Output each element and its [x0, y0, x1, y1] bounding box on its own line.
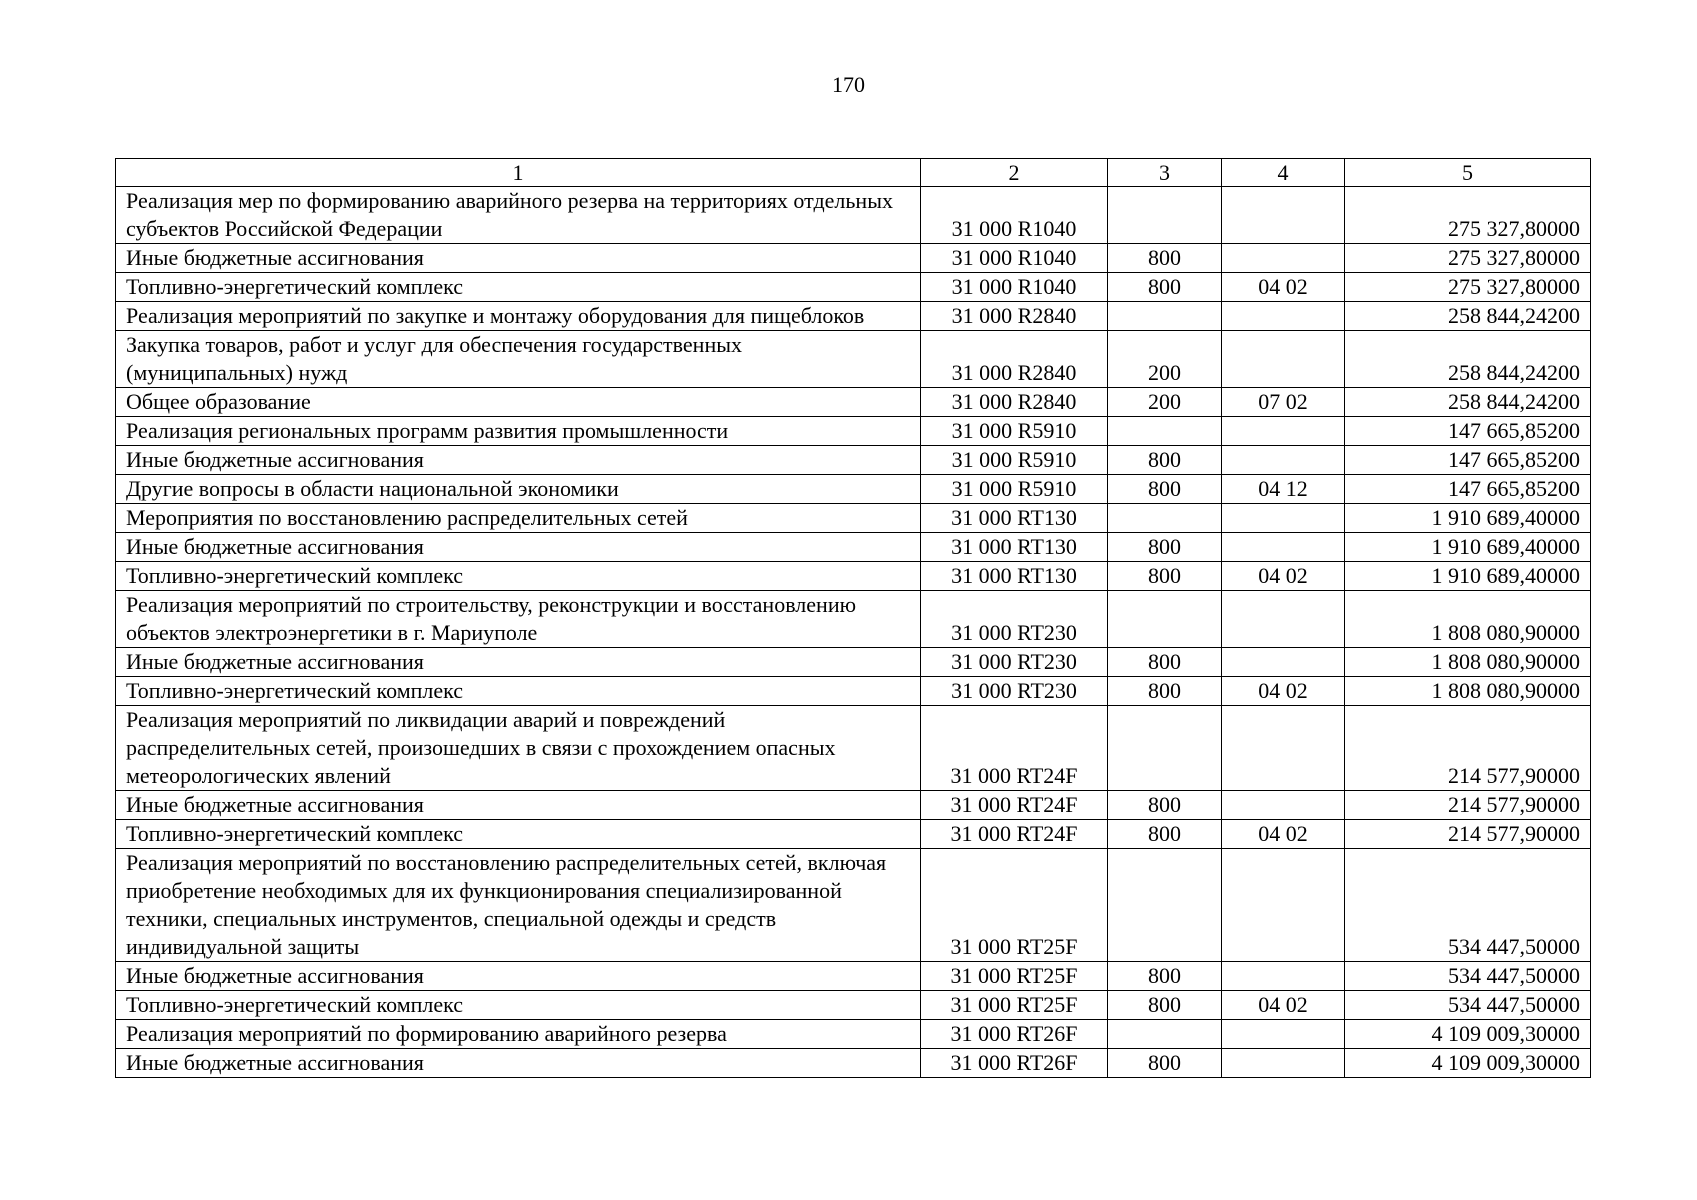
table-row	[116, 962, 1591, 991]
row-type-cell	[1108, 417, 1222, 446]
row-section-cell	[1222, 791, 1345, 820]
table-row	[116, 533, 1591, 562]
row-type-cell	[1108, 849, 1222, 962]
row-section-cell	[1222, 849, 1345, 962]
row-name-cell: Топливно-энергетический комплекс	[116, 677, 921, 706]
table-row	[116, 302, 1591, 331]
row-type-cell: 800	[1108, 648, 1222, 677]
row-name-cell: Реализация мероприятий по ликвидации аварий и повреждений распределительных сетей, произошедших в связи с прохождением опасных метеорологических явлений	[116, 706, 921, 791]
row-sum-cell: 1 910 689,40000	[1345, 533, 1591, 562]
row-section-cell	[1222, 533, 1345, 562]
row-type-cell: 800	[1108, 273, 1222, 302]
row-name-cell: Топливно-энергетический комплекс	[116, 820, 921, 849]
row-sum-cell: 1 910 689,40000	[1345, 504, 1591, 533]
row-name-cell: Реализация мероприятий по формированию аварийного резерва	[116, 1020, 921, 1049]
row-sum-cell: 258 844,24200	[1345, 388, 1591, 417]
row-type-cell: 200	[1108, 331, 1222, 388]
row-section-cell: 04 02	[1222, 562, 1345, 591]
row-name-cell: Реализация мер по формированию аварийного резерва на территориях отдельных субъектов Российской Федерации	[116, 187, 921, 244]
table-row	[116, 504, 1591, 533]
row-section-cell	[1222, 591, 1345, 648]
row-sum-cell: 258 844,24200	[1345, 302, 1591, 331]
table-row	[116, 446, 1591, 475]
row-section-cell	[1222, 446, 1345, 475]
row-type-cell: 800	[1108, 446, 1222, 475]
row-type-cell: 800	[1108, 962, 1222, 991]
table-row	[116, 677, 1591, 706]
row-sum-cell: 534 447,50000	[1345, 962, 1591, 991]
row-type-cell: 800	[1108, 791, 1222, 820]
page-number: 170	[832, 72, 865, 97]
row-sum-cell: 534 447,50000	[1345, 991, 1591, 1020]
row-type-cell: 800	[1108, 244, 1222, 273]
row-section-cell	[1222, 962, 1345, 991]
row-code-cell: 31 000 RT26F	[921, 1020, 1108, 1049]
table-row	[116, 791, 1591, 820]
row-section-cell: 04 02	[1222, 677, 1345, 706]
row-type-cell: 800	[1108, 533, 1222, 562]
row-type-cell	[1108, 1020, 1222, 1049]
row-code-cell: 31 000 RT230	[921, 677, 1108, 706]
row-type-cell	[1108, 504, 1222, 533]
row-code-cell: 31 000 RT130	[921, 562, 1108, 591]
table-header-row	[116, 159, 1591, 187]
row-name-cell: Общее образование	[116, 388, 921, 417]
row-code-cell: 31 000 RT25F	[921, 962, 1108, 991]
row-sum-cell: 275 327,80000	[1345, 187, 1591, 244]
row-section-cell: 04 02	[1222, 991, 1345, 1020]
row-code-cell: 31 000 RT24F	[921, 820, 1108, 849]
row-section-cell	[1222, 1020, 1345, 1049]
table-row	[116, 849, 1591, 962]
row-name-cell: Иные бюджетные ассигнования	[116, 962, 921, 991]
column-header-3: 3	[1108, 159, 1222, 187]
row-type-cell	[1108, 591, 1222, 648]
row-section-cell	[1222, 331, 1345, 388]
row-section-cell	[1222, 302, 1345, 331]
table-row	[116, 388, 1591, 417]
row-code-cell: 31 000 RT25F	[921, 849, 1108, 962]
row-name-cell: Топливно-энергетический комплекс	[116, 991, 921, 1020]
row-type-cell: 800	[1108, 820, 1222, 849]
row-name-cell: Топливно-энергетический комплекс	[116, 562, 921, 591]
row-code-cell: 31 000 R1040	[921, 244, 1108, 273]
row-code-cell: 31 000 R5910	[921, 417, 1108, 446]
column-header-2: 2	[921, 159, 1108, 187]
row-sum-cell: 258 844,24200	[1345, 331, 1591, 388]
row-sum-cell: 275 327,80000	[1345, 244, 1591, 273]
row-section-cell: 07 02	[1222, 388, 1345, 417]
row-type-cell: 800	[1108, 475, 1222, 504]
row-code-cell: 31 000 R2840	[921, 388, 1108, 417]
row-section-cell	[1222, 187, 1345, 244]
row-sum-cell: 1 808 080,90000	[1345, 677, 1591, 706]
row-type-cell	[1108, 302, 1222, 331]
row-sum-cell: 214 577,90000	[1345, 820, 1591, 849]
row-sum-cell: 214 577,90000	[1345, 706, 1591, 791]
row-type-cell: 800	[1108, 562, 1222, 591]
row-name-cell: Иные бюджетные ассигнования	[116, 1049, 921, 1078]
row-section-cell	[1222, 1049, 1345, 1078]
row-sum-cell: 534 447,50000	[1345, 849, 1591, 962]
table-row	[116, 562, 1591, 591]
column-header-4: 4	[1222, 159, 1345, 187]
row-sum-cell: 214 577,90000	[1345, 791, 1591, 820]
row-sum-cell: 147 665,85200	[1345, 417, 1591, 446]
table-row	[116, 331, 1591, 388]
row-name-cell: Закупка товаров, работ и услуг для обеспечения государственных (муниципальных) нужд	[116, 331, 921, 388]
row-section-cell: 04 02	[1222, 820, 1345, 849]
row-sum-cell: 1 910 689,40000	[1345, 562, 1591, 591]
row-type-cell: 200	[1108, 388, 1222, 417]
table-row	[116, 648, 1591, 677]
row-sum-cell: 4 109 009,30000	[1345, 1020, 1591, 1049]
table-row	[116, 1049, 1591, 1078]
row-sum-cell: 147 665,85200	[1345, 446, 1591, 475]
row-name-cell: Реализация мероприятий по закупке и монтажу оборудования для пищеблоков	[116, 302, 921, 331]
row-code-cell: 31 000 RT230	[921, 591, 1108, 648]
row-code-cell: 31 000 R2840	[921, 302, 1108, 331]
row-name-cell: Иные бюджетные ассигнования	[116, 244, 921, 273]
row-section-cell	[1222, 504, 1345, 533]
row-name-cell: Другие вопросы в области национальной экономики	[116, 475, 921, 504]
row-code-cell: 31 000 R1040	[921, 273, 1108, 302]
row-code-cell: 31 000 R5910	[921, 446, 1108, 475]
row-code-cell: 31 000 RT24F	[921, 706, 1108, 791]
row-section-cell	[1222, 244, 1345, 273]
column-header-5: 5	[1345, 159, 1591, 187]
row-name-cell: Реализация мероприятий по строительству, реконструкции и восстановлению объектов электроэнергетики в г. Мариуполе	[116, 591, 921, 648]
row-code-cell: 31 000 R2840	[921, 331, 1108, 388]
row-section-cell	[1222, 706, 1345, 791]
row-type-cell: 800	[1108, 1049, 1222, 1078]
row-name-cell: Иные бюджетные ассигнования	[116, 648, 921, 677]
row-type-cell: 800	[1108, 991, 1222, 1020]
row-section-cell	[1222, 417, 1345, 446]
table-body	[116, 187, 1591, 1078]
row-code-cell: 31 000 R1040	[921, 187, 1108, 244]
row-section-cell: 04 12	[1222, 475, 1345, 504]
table-row	[116, 591, 1591, 648]
table-row	[116, 706, 1591, 791]
row-section-cell	[1222, 648, 1345, 677]
row-sum-cell: 1 808 080,90000	[1345, 648, 1591, 677]
row-name-cell: Иные бюджетные ассигнования	[116, 533, 921, 562]
row-code-cell: 31 000 RT26F	[921, 1049, 1108, 1078]
table-row	[116, 475, 1591, 504]
row-name-cell: Реализация мероприятий по восстановлению распределительных сетей, включая приобретение необходимых для их функционирования специализированной техники, специальных инструментов, специальной одежды и средств индивидуальной защиты	[116, 849, 921, 962]
row-type-cell	[1108, 187, 1222, 244]
row-type-cell: 800	[1108, 677, 1222, 706]
row-code-cell: 31 000 RT230	[921, 648, 1108, 677]
row-type-cell	[1108, 706, 1222, 791]
row-name-cell: Топливно-энергетический комплекс	[116, 273, 921, 302]
row-sum-cell: 1 808 080,90000	[1345, 591, 1591, 648]
row-code-cell: 31 000 RT24F	[921, 791, 1108, 820]
table-row	[116, 417, 1591, 446]
column-header-1: 1	[116, 159, 921, 187]
table-row	[116, 273, 1591, 302]
budget-table	[115, 158, 1591, 1078]
table-row	[116, 1020, 1591, 1049]
row-sum-cell: 147 665,85200	[1345, 475, 1591, 504]
row-name-cell: Мероприятия по восстановлению распределительных сетей	[116, 504, 921, 533]
row-name-cell: Реализация региональных программ развития промышленности	[116, 417, 921, 446]
row-code-cell: 31 000 R5910	[921, 475, 1108, 504]
table-row	[116, 244, 1591, 273]
row-sum-cell: 4 109 009,30000	[1345, 1049, 1591, 1078]
table-row	[116, 991, 1591, 1020]
table-row	[116, 820, 1591, 849]
row-code-cell: 31 000 RT25F	[921, 991, 1108, 1020]
table-row	[116, 187, 1591, 244]
row-code-cell: 31 000 RT130	[921, 533, 1108, 562]
row-code-cell: 31 000 RT130	[921, 504, 1108, 533]
row-sum-cell: 275 327,80000	[1345, 273, 1591, 302]
row-name-cell: Иные бюджетные ассигнования	[116, 791, 921, 820]
row-name-cell: Иные бюджетные ассигнования	[116, 446, 921, 475]
row-section-cell: 04 02	[1222, 273, 1345, 302]
